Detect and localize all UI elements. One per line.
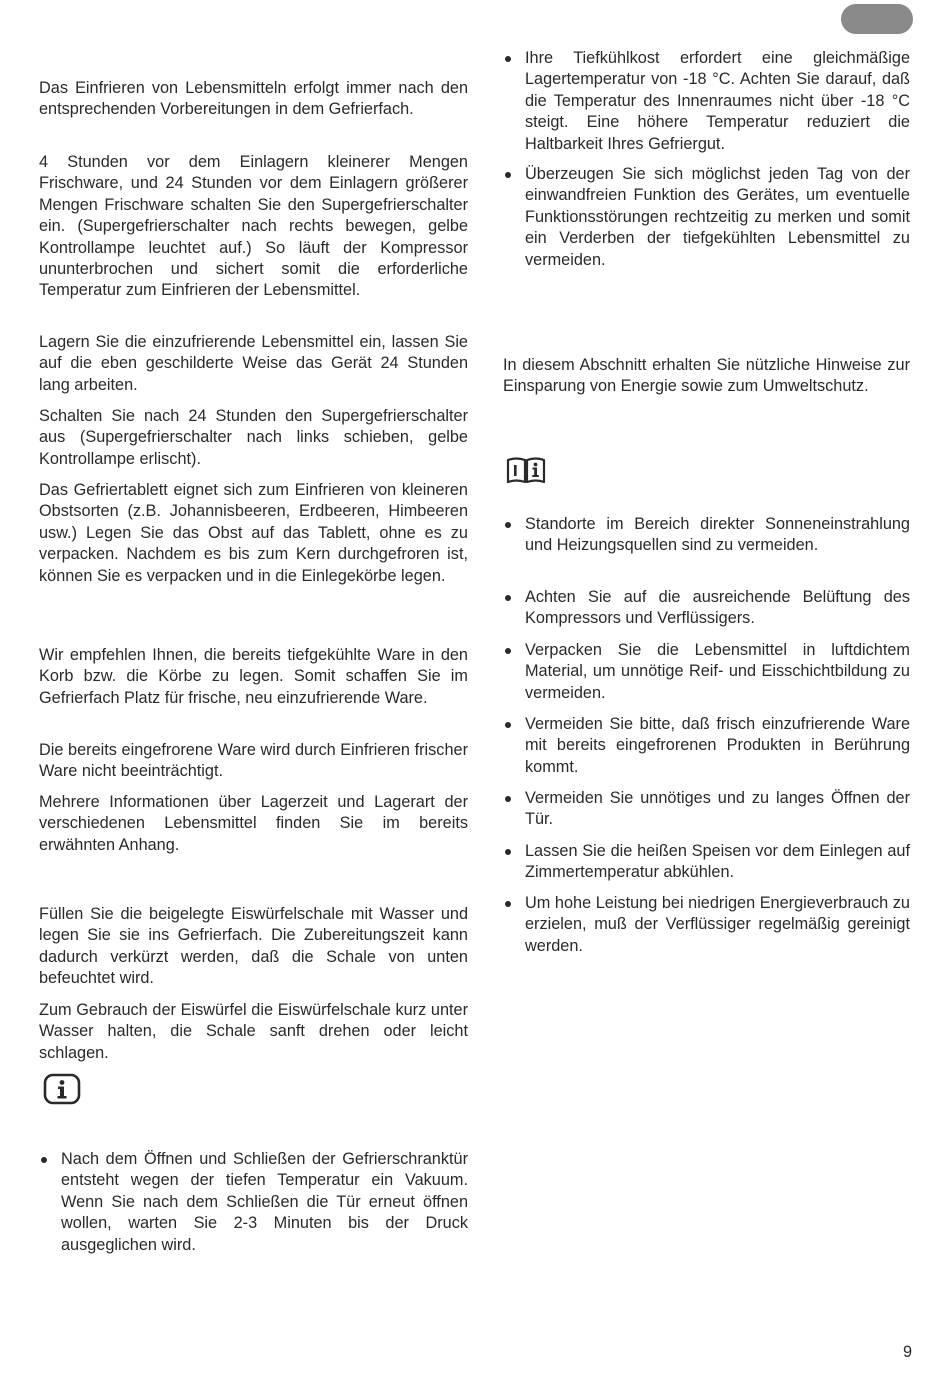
page-number: 9 — [902, 1343, 912, 1361]
list-item-text: Verpacken Sie die Lebensmittel in luftdichtem Material, um unnötige Reif- und Eisschichtbildung zu vermeiden. — [525, 641, 910, 702]
list-item — [503, 893, 910, 957]
paragraph: Die bereits eingefrorene Ware wird durch Einfrieren frischer Ware nicht beeinträchtigt. — [39, 741, 468, 781]
paragraph: Wir empfehlen Ihnen, die bereits tiefgekühlte Ware in den Korb bzw. die Körbe zu legen. Somit schaffen Sie im Gefrierfach Platz für frische, neu einzufrierende Ware. — [39, 646, 468, 707]
list-item-text: Vermeiden Sie bitte, daß frisch einzufrierende Ware mit bereits eingefrorenen Produkten in Berührung kommt. — [525, 715, 910, 776]
list-item-text: Überzeugen Sie sich möglichst jeden Tag von der einwandfreien Funktion des Gerätes, um eventuelle Funktionsstörungen rechtzeitig zu merken und somit ein Verderben der tiefgekühlten Lebensmittel zu vermeiden. — [525, 165, 910, 269]
paragraph: Füllen Sie die beigelegte Eiswürfelschale mit Wasser und legen Sie sie ins Gefrierfach. Die Zubereitungszeit kann dadurch verkürzt werden, daß die Schale von unten befeuchtet wird. — [39, 905, 468, 988]
list-item — [503, 164, 910, 271]
info-icon — [43, 1073, 81, 1111]
list-item-text: Vermeiden Sie unnötiges und zu langes Öffnen der Tür. — [525, 789, 910, 829]
paragraph: Mehrere Informationen über Lagerzeit und Lagerart der verschiedenen Lebensmittel finden Sie im bereits erwähnten Anhang. — [39, 793, 468, 854]
list-item — [503, 714, 910, 778]
list-item-text: Um hohe Leistung bei niedrigen Energieverbrauch zu erzielen, muß der Verflüssiger regelmäßig gereinigt werden. — [525, 894, 910, 955]
list-item-text: Ihre Tiefkühlkost erfordert eine gleichmäßige Lagertemperatur von -18 °C. Achten Sie darauf, daß die Temperatur des Innenraumes nicht über -18 °C steigt. Eine höhere Temperatur reduziert die Haltbarkeit Ihres Gefriergut. — [525, 49, 910, 153]
paragraph: Das Gefriertablett eignet sich zum Einfrieren von kleineren Obstsorten (z.B. Johannisbeeren, Erdbeeren, Himbeeren usw.) Legen Sie das Obst auf das Tablett, ohne es zu verpacken. Nachdem es bis zum Kern durchgefroren ist, können Sie es verpacken und in die Einlegekörbe legen. — [39, 481, 468, 585]
list-item-text: Achten Sie auf die ausreichende Belüftung des Kompressors und Verflüssigers. — [525, 588, 910, 628]
paragraph: 4 Stunden vor dem Einlagern kleinerer Mengen Frischware, und 24 Stunden vor dem Einlagern größerer Mengen Frischware schalten Sie den Supergefrierschalter ein. (Supergefrierschalter nach rechts bewegen, gelbe Kontrollampe leuchtet auf.) So läuft der Kompressor ununterbrochen und sichert somit die erforderliche Temperatur zum Einfrieren der Lebensmittel. — [39, 153, 468, 300]
list-item — [39, 1149, 468, 1256]
list-item-text: Lassen Sie die heißen Speisen vor dem Einlegen auf Zimmertemperatur abkühlen. — [525, 842, 910, 882]
paragraph: Schalten Sie nach 24 Stunden den Supergefrierschalter aus (Supergefrierschalter nach links schieben, gelbe Kontrollampe erlischt). — [39, 407, 468, 468]
list-item — [503, 514, 910, 557]
list-item-text: Nach dem Öffnen und Schließen der Gefrierschranktür entsteht wegen der tiefen Temperatur ein Vakuum. Wenn Sie nach dem Schließen die Tür erneut öffnen wollen, warten Sie 2-3 Minuten bis der Druck ausgeglichen wird. — [61, 1150, 468, 1254]
list-item — [503, 788, 910, 831]
section-intro: In diesem Abschnitt erhalten Sie nützliche Hinweise zur Einsparung von Energie sowie zum Umweltschutz. — [503, 356, 910, 396]
paragraph: Das Einfrieren von Lebensmitteln erfolgt immer nach den entsprechenden Vorbereitungen in dem Gefrierfach. — [39, 79, 468, 119]
paragraph: Zum Gebrauch der Eiswürfel die Eiswürfelschale kurz unter Wasser halten, die Schale sanft drehen oder leicht schlagen. — [39, 1001, 468, 1062]
list-item — [503, 640, 910, 704]
list-item-text: Standorte im Bereich direkter Sonneneinstrahlung und Heizungsquellen sind zu vermeiden. — [525, 515, 910, 555]
list-item — [503, 587, 910, 630]
paragraph: Lagern Sie die einzufrierende Lebensmittel ein, lassen Sie auf die eben geschilderte Weise das Gerät 24 Stunden lang arbeiten. — [39, 333, 468, 394]
list-item — [503, 841, 910, 884]
section-tab-marker — [841, 4, 913, 34]
list-item — [503, 48, 910, 155]
book-info-icon — [506, 456, 546, 490]
